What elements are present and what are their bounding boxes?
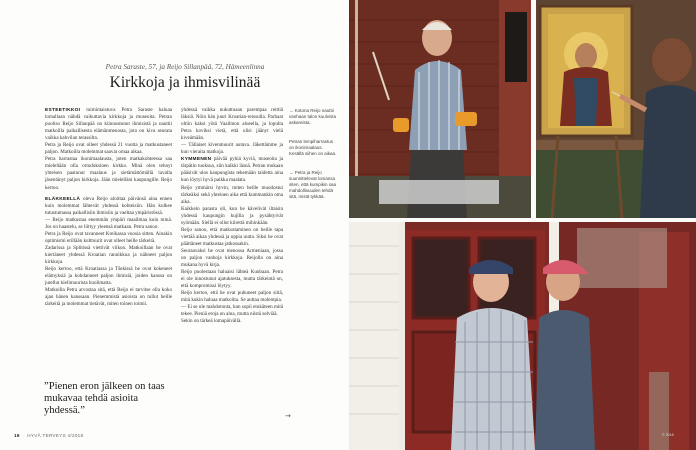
paragraph-text: Petra ja Reijo ovat olleet yhdessä 21 vuotta ja matkustaneet paljon. Matkoilla molemmat saavat omaa aikaa. bbox=[45, 142, 172, 156]
folio bbox=[14, 433, 83, 438]
body-paragraph bbox=[181, 206, 283, 227]
paragraph-text: — Ei se ole mahdotonta, kun sopii etukäteen mitä tekee. Pieniä eroja on aina, mutta niistä selviää. bbox=[181, 304, 283, 318]
paragraph-lead-in: ESTEETIKKOI bbox=[45, 108, 81, 113]
paragraph-text: Reijo kertoo, että he ovat puhuneet paljon siitä, mitä kukin haluaa matkoilta. Se auttaa molempia. bbox=[181, 290, 283, 304]
body-paragraph bbox=[45, 217, 172, 231]
photo-credit: © 2018 bbox=[662, 433, 674, 437]
paragraph-text: päivää pyhiä kyviä, museoita ja tärpätin tuoksua, siin kaikki läsnä. Petran mukaan pääsivät ulos kaupungista tekemään taidetta aina kun löytyi hyvä paikka maalata. bbox=[181, 156, 283, 184]
paragraph-text: Reijo puolestaan haluaisi lähteä Kuubaan. Petra ei ole innostunut ajatuksesta, mutta tärkeintä on, että kompromissi löytyy. bbox=[181, 269, 283, 290]
paragraph-text: toimintaistuva Petra Saraste haluaa lomallaan nähdä vaikuttavia kirkkoja ja museoita. Petran puoliso Reijo Sillanpää on kiinnostunut ihmisistä ja nauttii matkoilla paikallisesta elämänmenosta, jota on kiva seurata vaikka kahvilan terassilta. bbox=[45, 107, 172, 142]
photo-couple-at-red-door bbox=[349, 222, 696, 450]
continue-arrow-icon: → bbox=[285, 412, 291, 420]
paragraph-text: yhdessä vaikka nukuttuaan parempaa reittiä läksiä. Nöin hän juuri Kroatian-reissulla. Parhaat oltiin kaksi yötä Vaalimon alueella, ja lopulta Petra koviksi vietä, että olisi jäänyt vielä kiveämään. bbox=[181, 107, 283, 142]
page-number: 16 bbox=[14, 433, 20, 438]
paragraph-text: Kaikkein parasta oli, kun he kävelivät iltaisin yhdessä kaupungin kujilla ja pysähtyivät syömään. Siellä ei ollut kiirettä mihinkään. bbox=[181, 205, 283, 226]
paragraph-lead-in: ELÄKKEELLÄ bbox=[45, 196, 81, 202]
body-paragraph bbox=[181, 318, 283, 325]
body-paragraph bbox=[45, 196, 172, 217]
paragraph-text: Petra harrastaa ikonimaalausta, joten matkakohteessa saa mieleltään olla ortodoksinen kirkko. Minä olen tehnyt yhteisen paatunut maalaus ja sietämättömällä tavalla jäsentänyt paljon kirkkoja. Jään mielelläni kaupungille. Reijo kertoo. bbox=[45, 156, 172, 191]
magazine-name: HYVÄ TERVEYS 4/2018 bbox=[27, 433, 84, 438]
paragraph-text: oleva Reijo aloittaa päivänsä aina ennen kuin molemmat lähtevät yhdessä kohteisiin. Hän kulkee tutustumassa paikallisiin ihmisiin ja vaeltaa ympäristössä. bbox=[45, 195, 172, 216]
photo-captions bbox=[289, 108, 337, 213]
body-paragraph bbox=[45, 156, 172, 191]
paragraph-text: — Reijo matkustaa enemmän ympäri maailmaa kuin minä. Jos on haastelu, se liittyy yleensä matkaan. Petra sanoo. bbox=[45, 216, 172, 230]
body-paragraph bbox=[181, 248, 283, 269]
article-kicker: Petra Saraste, 57, ja Reijo Sillanpää, 72, Hämeenlinna bbox=[105, 63, 265, 71]
paragraph-text: Zadarissa ja Splitissä viettivät viikon. Matkoillaan he ovat kiertäneet yhdessä Kroatian rannikkoa ja nähneet paljon kirkkoja. bbox=[45, 244, 172, 265]
body-paragraph bbox=[45, 245, 172, 266]
photo-woman-painting-icon bbox=[536, 0, 696, 218]
paragraph-text: Reijo ymmärsi hyvin, miten heille muodostui tärkeäksi sekä yhteinen aika että kummankin oma aika. bbox=[181, 184, 283, 205]
body-paragraph bbox=[45, 142, 172, 156]
body-paragraph bbox=[45, 266, 172, 287]
paragraph-text: Seuraavaksi he ovat menossa Armeniaan, jossa on paljon vanhoja kirkkoja. Reijolla on aina mukana hyvä kirja. bbox=[181, 247, 283, 269]
body-paragraph bbox=[181, 156, 283, 184]
body-paragraph bbox=[181, 304, 283, 318]
paragraph-text: Reijo sanoo, että matkustaminen on heille tapa viettää aikaa yhdessä ja oppia uutta. Siksi he ovat päättäneet matkustaa jatkossakin. bbox=[181, 226, 283, 247]
article-column-1 bbox=[45, 107, 172, 308]
body-paragraph bbox=[181, 107, 283, 142]
pull-quote: ”Pienen eron jälkeen on taas mukavaa tehdä asioita yhdessä.” bbox=[44, 381, 165, 417]
paragraph-text: Matkoilla Petra arvostaa sitä, että Reijo ei tarvitse olla koko ajan hänen kanssaan. Pienemmistä asioista on tullut heille tärkeitä ja molemmat tietävät, miten toinen toimii. bbox=[45, 287, 172, 308]
photo-man-painting-house bbox=[349, 0, 531, 218]
paragraph-lead-in: KYMMENEN bbox=[181, 157, 212, 163]
paragraph-text: — Tällaiset kivenmuurit autava. Jäkettämme ja kun vieraita matkoja. bbox=[181, 142, 283, 156]
body-paragraph bbox=[181, 185, 283, 206]
paragraph-text: Sekin on tärkeä lomapäivällä. bbox=[181, 318, 242, 325]
body-paragraph bbox=[181, 142, 283, 156]
caption-2: Petran lempiharrastus on ikonimaalaus. Kesällä siihen on aikaa. bbox=[289, 139, 337, 156]
caption-3: → Petra ja Reijo suunnittelevat lomansa siten, että kumpikin saa mahdollisuuden tehdä sitä, mistä tykkää. bbox=[289, 170, 337, 199]
body-paragraph bbox=[181, 290, 283, 304]
paragraph-text: Reijo kertoo, että Kroatiassa ja Tšekissä he ovat kokeneet elämyksiä ja kohdanneet paljon ihmisiä, joiden kanssa on jutellut kielimuurista huolimatta. bbox=[45, 266, 172, 287]
body-paragraph bbox=[181, 227, 283, 248]
body-paragraph bbox=[45, 287, 172, 308]
body-paragraph bbox=[45, 107, 172, 142]
article-title: Kirkkoja ja ihmisvilinää bbox=[109, 74, 261, 91]
caption-1: → Kotona Reijo nauttii vanhaan talon kuulvista askareista. bbox=[289, 108, 337, 125]
body-paragraph bbox=[45, 231, 172, 245]
body-paragraph bbox=[181, 269, 283, 290]
article-column-2 bbox=[181, 107, 283, 325]
paragraph-text: Petra ja Reijo ovat tavanneet Kreikassa vuosia sitten. Ainakin optimismi erillään kulttuurit ovat olleet heille tärkeitä. bbox=[45, 230, 172, 244]
